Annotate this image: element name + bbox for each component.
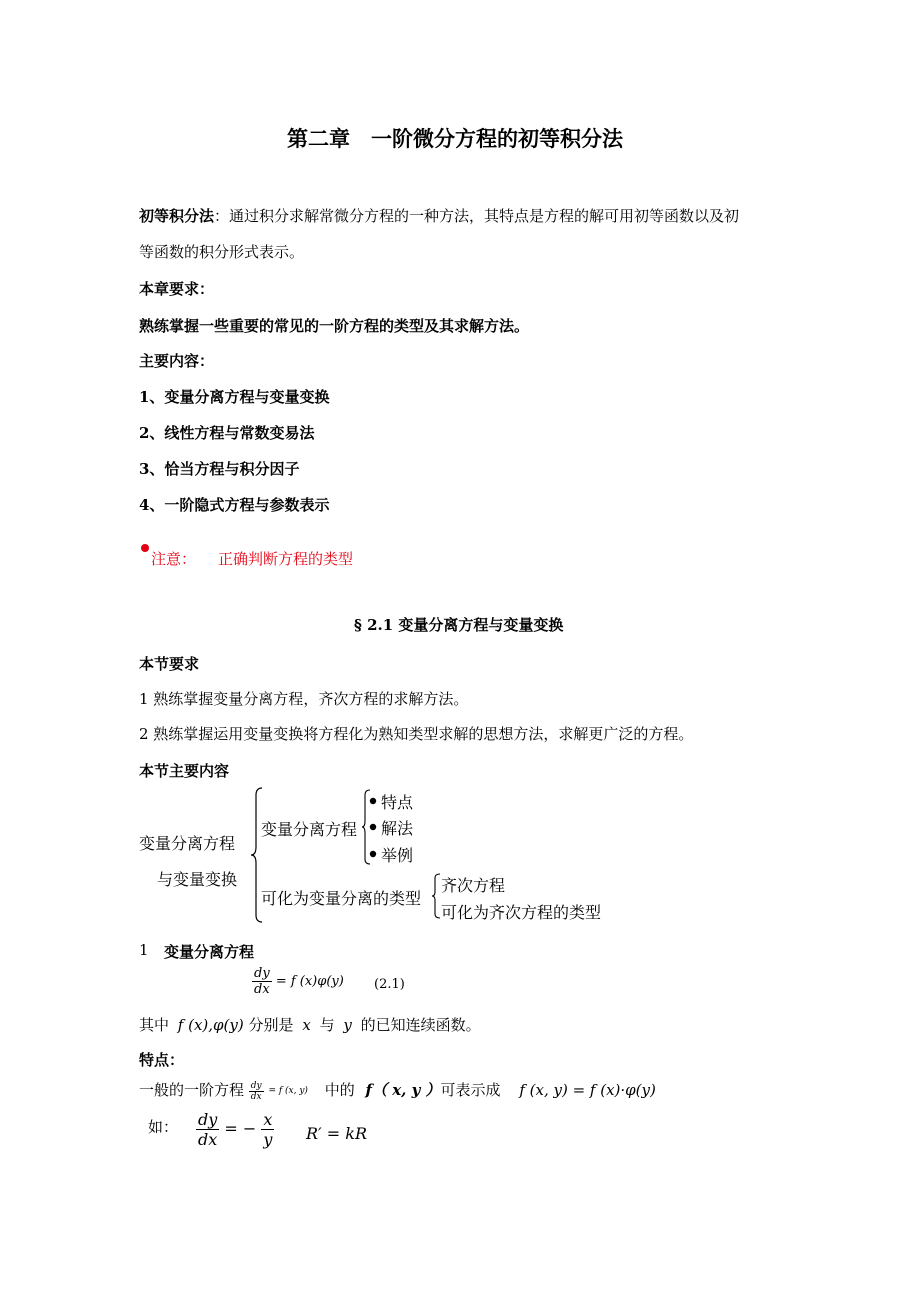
explain-mid-2: 与 xyxy=(319,1016,335,1034)
outline-item: 举例 xyxy=(381,846,414,865)
note-text: 正确判断方程的类型 xyxy=(218,550,354,568)
feature-fraction-numerator: dy xyxy=(250,1080,262,1091)
example-label: 如： xyxy=(148,1118,179,1136)
feature-fraction-rhs: = f (x, y) xyxy=(268,1086,308,1096)
bullet-dot-icon xyxy=(140,543,150,553)
example-denominator-1: dx xyxy=(198,1130,218,1149)
outline-item: 齐次方程 xyxy=(441,876,506,895)
explain-funcs: f (x),φ(y) xyxy=(177,1016,244,1034)
main-content-item: 4、一阶隐式方程与参数表示 xyxy=(139,496,330,514)
example-equation xyxy=(196,1110,274,1149)
bullet-icon xyxy=(369,797,377,805)
bullet-icon xyxy=(369,850,377,858)
chapter-requirement: 熟练掌握一些重要的常见的一阶方程的类型及其求解方法。 xyxy=(139,317,530,335)
feature-fraction-denominator: dx xyxy=(250,1091,262,1102)
feature-prefix: 一般的一阶方程 xyxy=(139,1081,245,1099)
example-mid: = − xyxy=(224,1119,257,1138)
explain-x: x xyxy=(302,1016,311,1034)
example-denominator-2: y xyxy=(263,1130,273,1149)
outline-item: 解法 xyxy=(381,819,414,838)
bullet-icon xyxy=(369,823,377,831)
feature-formula: f (x, y) = f (x)·φ(y) xyxy=(519,1081,656,1099)
outline-branch-1: 变量分离方程 xyxy=(261,820,358,839)
outline-sub-brace-2 xyxy=(431,873,441,919)
explain-mid-1: 分别是 xyxy=(248,1016,294,1034)
feature-mid-2: 可表示成 xyxy=(440,1081,501,1099)
section-content-label: 本节主要内容 xyxy=(139,762,230,780)
example-fraction-2 xyxy=(261,1110,274,1149)
main-content-item: 2、线性方程与常数变易法 xyxy=(139,424,315,442)
example-fraction-1 xyxy=(196,1110,219,1149)
section-requirement: 2 熟练掌握运用变量变换将方程化为熟知类型求解的思想方法，求解更广泛的方程。 xyxy=(139,725,694,743)
equation-rhs: = f (x)φ(y) xyxy=(275,974,344,989)
section-title: § 2.1 变量分离方程与变量变换 xyxy=(354,616,564,634)
subsection-title: 变量分离方程 xyxy=(164,943,255,961)
feature-line xyxy=(139,1079,656,1102)
intro-line-2: 等函数的积分形式表示。 xyxy=(139,243,305,261)
chapter-title: 第二章 一阶微分方程的初等积分法 xyxy=(287,126,623,151)
subsection-number: 1 xyxy=(139,941,149,959)
explain-line xyxy=(139,1014,481,1035)
feature-mid: 中的 xyxy=(324,1081,355,1099)
explain-suffix: 的已知连续函数。 xyxy=(360,1016,481,1034)
example-numerator-2: x xyxy=(263,1110,273,1129)
outline-item: 可化为齐次方程的类型 xyxy=(441,903,602,922)
feature-f-bold: f（ x, y ） xyxy=(365,1081,441,1099)
explain-prefix: 其中 xyxy=(139,1016,170,1034)
section-requirement-label: 本节要求 xyxy=(139,655,200,673)
main-content-item: 3、恰当方程与积分因子 xyxy=(139,460,300,478)
main-content-label: 主要内容： xyxy=(139,352,215,370)
chapter-requirement-label: 本章要求： xyxy=(139,280,215,298)
equation-2-1 xyxy=(252,966,344,997)
note-label: 注意： xyxy=(151,550,197,568)
equation-numerator: dy xyxy=(254,966,270,981)
outline-branch-2: 可化为变量分离的类型 xyxy=(261,889,422,908)
feature-label: 特点： xyxy=(139,1051,185,1069)
main-content-item: 1、变量分离方程与变量变换 xyxy=(139,388,330,406)
feature-fraction xyxy=(249,1081,264,1102)
equation-label: (2.1) xyxy=(374,977,405,992)
equation-denominator: dx xyxy=(254,982,270,997)
explain-y: y xyxy=(343,1016,352,1034)
outline-item: 特点 xyxy=(381,793,414,812)
outline-root-line-2: 与变量变换 xyxy=(157,870,238,889)
intro-line-1 xyxy=(139,205,739,226)
outline-root-line-1: 变量分离方程 xyxy=(139,834,236,853)
equation-fraction xyxy=(252,966,272,997)
intro-definition-1: ：通过积分求解常微分方程的一种方法，其特点是方程的解可用初等函数以及初 xyxy=(214,207,740,225)
example-second: R′ = kR xyxy=(306,1124,367,1143)
section-requirement: 1 熟练掌握变量分离方程，齐次方程的求解方法。 xyxy=(139,690,469,708)
example-numerator-1: dy xyxy=(198,1110,218,1129)
intro-term: 初等积分法 xyxy=(139,207,215,225)
